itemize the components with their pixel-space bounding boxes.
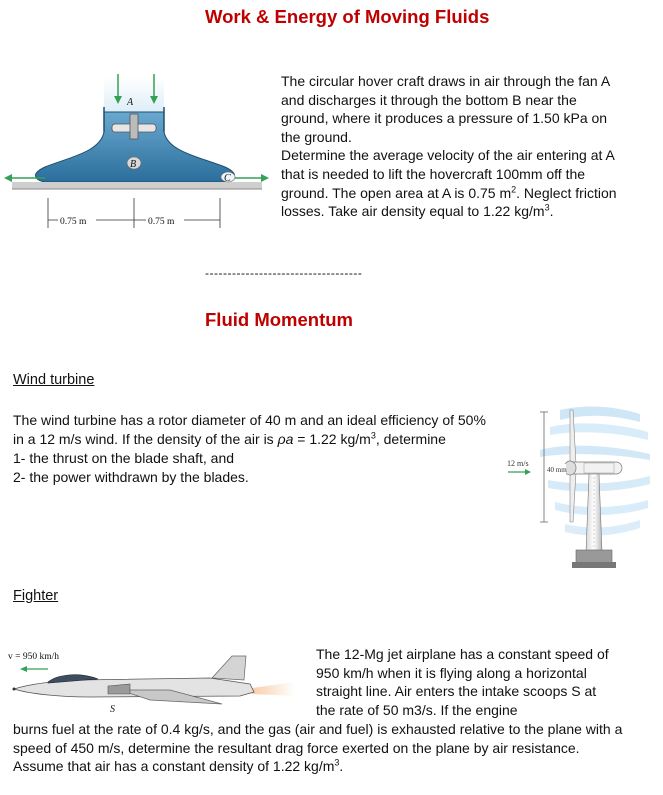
wind-text-a: The wind turbine has a rotor diameter of 40 m and an ideal efficiency of 50% in a 12 m/s wind. If the density of the air is <box>13 412 486 447</box>
area-superscript: 2 <box>511 183 517 194</box>
wind-speed-label: 12 m/s <box>507 459 529 468</box>
hovercraft-problem-text-2: Determine the average velocity of the air entering at A that is needed to lift the hovercraft 100mm off the ground. The open area at A is 0.75 $m^2$. Neglect friction losses. Take air density equal to 1.22 $kg/m^3$. <box>281 147 617 220</box>
label-b: B <box>130 159 137 170</box>
fighter-problem-text-2 <box>13 720 628 776</box>
page-title: Work & Energy of Moving Fluids <box>205 6 490 27</box>
wind-turbine-heading: Wind turbine <box>13 372 95 388</box>
hovercraft-figure <box>0 62 275 242</box>
wind-turbine-figure <box>500 402 650 574</box>
hovercraft-text-2a: Determine the average velocity of the air entering at A that is needed to lift the hovercraft 100mm off the ground. The open area at A is 0.75 m <box>281 147 615 201</box>
plane-speed-label: v = 950 km/h <box>8 652 60 662</box>
section-divider: ----------------------------------- <box>205 266 363 280</box>
fighter-text-2a: burns fuel at the rate of 0.4 kg/s, and the gas (air and fuel) is exhausted relative to the plane with a speed of 450 m/s, determine the resultant drag force exerted on the plane by air resistance. Assume that air has a constant density of 1.22 kg/m <box>13 721 623 775</box>
hovercraft-problem-text-1: The circular hover craft draws in air through the fan A and discharges it through the bottom B near the ground, where it produces a pressure of 1.50 kPa on the ground. <box>281 73 610 145</box>
wind-turbine-problem <box>13 411 493 486</box>
wind-text-b: = 1.22 kg/m <box>293 430 371 447</box>
fighter-heading: Fighter <box>13 588 59 604</box>
fighter-density-superscript: 3 <box>334 757 340 768</box>
fighter-text-2b: . <box>339 758 344 775</box>
wind-text-c: , determine <box>375 430 446 447</box>
wind-item-1: 1- the thrust on the blade shaft, and <box>13 450 235 467</box>
dim-left-label: 0.75 m <box>60 217 87 227</box>
wind-density-superscript: 3 <box>370 429 376 440</box>
density-superscript: 3 <box>544 202 550 213</box>
wind-item-2: 2- the power withdrawn by the blades. <box>13 468 249 485</box>
hovercraft-problem <box>281 72 626 221</box>
hovercraft-text-2b: . Neglect friction losses. Take air density equal to 1.22 kg/m <box>281 184 617 220</box>
dim-right-label: 0.75 m <box>148 217 175 227</box>
intake-label-s: S <box>110 704 115 715</box>
fighter-figure <box>0 648 300 720</box>
fighter-problem-text-1: The 12-Mg jet airplane has a constant speed of 950 km/h when it is flying along a horizontal straight line. Air enters the intake scoops S at the rate of 50 m3/s. If the engine <box>316 646 609 718</box>
rho-symbol: ρa <box>277 430 294 447</box>
label-c: C <box>224 173 231 184</box>
fluid-momentum-title: Fluid Momentum <box>205 309 353 330</box>
rotor-diameter-label: 40 mm <box>547 466 567 474</box>
wind-turbine-problem-text <box>13 411 493 448</box>
label-a: A <box>127 97 134 108</box>
